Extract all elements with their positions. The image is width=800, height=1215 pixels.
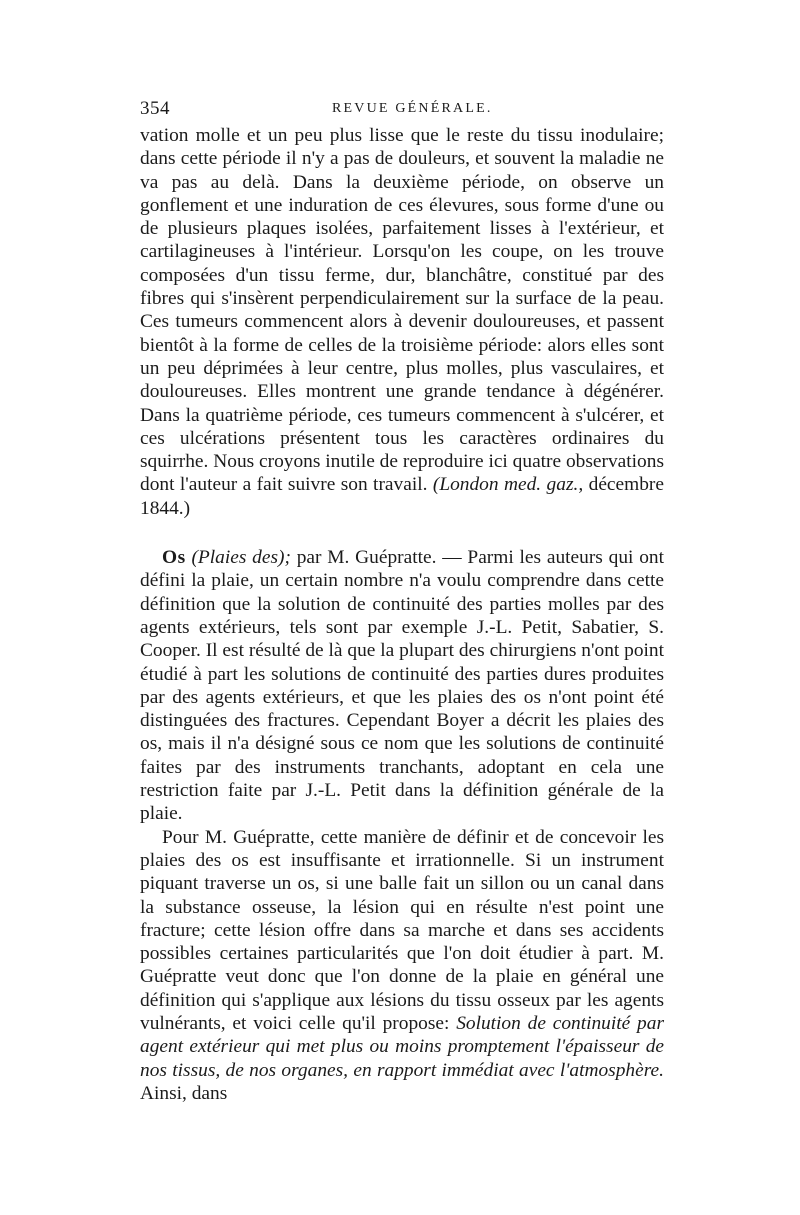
citation-date: décembre 1844.)	[140, 474, 664, 519]
paragraph-guepratte	[140, 826, 664, 1106]
page-header	[140, 98, 664, 124]
section-subtitle: (Plaies des);	[191, 547, 291, 569]
paragraph-continuation	[140, 124, 664, 520]
paragraph-tail: Ainsi, dans	[140, 1082, 228, 1104]
citation-journal: (London med. gaz.,	[432, 474, 584, 496]
page-number: 354	[140, 98, 170, 119]
section-author: par M. Guépratte.	[296, 547, 437, 569]
section-title: Os	[162, 547, 186, 569]
section-plaies-des-os	[140, 546, 664, 826]
paragraph-text: vation molle et un peu plus lisse que le reste du tissu inodulaire; dans cette période il n'y a pas de douleurs, et souvent la maladie ne va pas au delà. Dans la deuxième période, on observe un gonflement et une induration de ces élevures, sous forme d'une ou de plusieurs plaques isolées, parfaitement lisses à l'extérieur, et cartilagineuses à l'intérieur. Lorsqu'on les coupe, on les trouve composées d'un tissu ferme, dur, blanchâtre, constitué par des fibres qui s'insèrent perpendiculairement sur la surface de la peau. Ces tumeurs commencent alors à devenir douloureuses, et passent bientôt à la forme de celles de la troisième période: alors elles sont un peu déprimées à leur centre, plus molles, plus vasculaires, et douloureuses. Elles montrent une grande tendance à dégénérer. Dans la quatrième période, ces tumeurs commencent à s'ulcérer, et ces ulcérations présentent tous les caractères ordinaires du squirrhe. Nous croyons inutile de reproduire ici quatre observations dont l'auteur a fait suivre son travail.	[140, 125, 664, 496]
running-head: REVUE GÉNÉRALE.	[332, 101, 493, 116]
paragraph-text: Pour M. Guépratte, cette manière de définir et de concevoir les plaies des os est insuffisante et irrationnelle. Si un instrument piquant traverse un os, si une balle fait un sillon ou un canal dans la substance osseuse, la lésion qui en résulte n'est point une fracture; cette lésion offre dans sa marche et dans ses accidents possibles certaines particularités que l'on doit étudier à part. M. Guépratte veut donc que l'on donne de la plaie en général une définition qui s'applique aux lésions du tissu osseux par les agents vulnérants, et voici celle qu'il propose:	[140, 826, 664, 1034]
section-text: — Parmi les auteurs qui ont défini la plaie, un certain nombre n'a voulu comprendre dans cette définition que la solution de continuité des parties molles par des agents extérieurs, tels sont par exemple J.-L. Petit, Sabatier, S. Cooper. Il est résulté de là que la plupart des chirurgiens n'ont point étudié à part les solutions de continuité des parties dures produites par des agents extérieurs, et que les plaies des os n'ont point été distinguées des fractures. Cependant Boyer a décrit les plaies des os, mais il n'a désigné sous ce nom que les solutions de continuité faites par des instruments tranchants, adoptant en cela une restriction faite par J.-L. Petit dans la définition générale de la plaie.	[140, 547, 664, 825]
definition-italic: Solution de continuité par agent extérieur qui met plus ou moins promptement l'épaisseur de nos tissus, de nos organes, en rapport immédiat avec l'atmosphère.	[140, 1012, 664, 1081]
document-page	[140, 98, 664, 1105]
